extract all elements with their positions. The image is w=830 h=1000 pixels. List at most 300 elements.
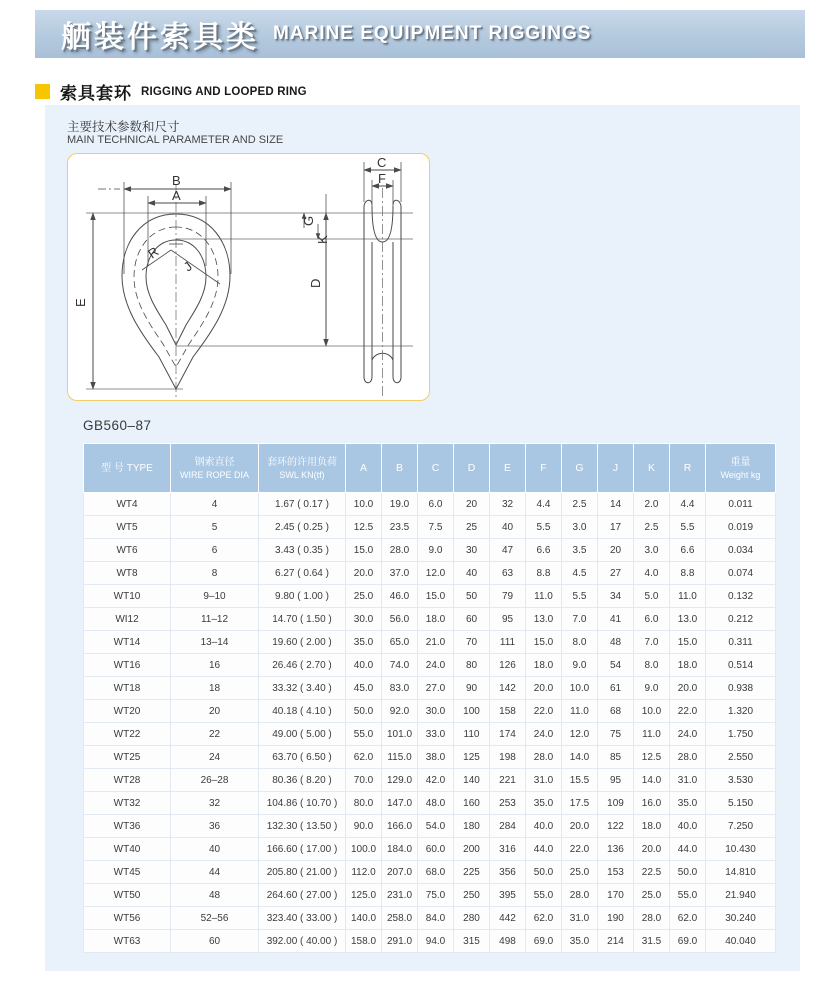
table-row xyxy=(84,700,776,723)
table-cell: 284 xyxy=(490,815,526,838)
table-cell: 62.0 xyxy=(670,907,706,930)
table-cell: 27 xyxy=(598,562,634,585)
table-cell: 95 xyxy=(598,769,634,792)
section-title-en: RIGGING AND LOOPED RING xyxy=(141,85,307,98)
dim-label-f: F xyxy=(378,171,386,186)
table-cell: 4.4 xyxy=(670,493,706,516)
table-cell: WT63 xyxy=(84,930,171,953)
table-cell: 16.0 xyxy=(634,792,670,815)
table-cell: 24.0 xyxy=(526,723,562,746)
table-cell: 30.0 xyxy=(346,608,382,631)
table-cell: 8 xyxy=(171,562,259,585)
table-cell: 35.0 xyxy=(562,930,598,953)
dim-label-k: K xyxy=(315,235,330,244)
table-cell: WT40 xyxy=(84,838,171,861)
table-cell: 100.0 xyxy=(346,838,382,861)
table-cell: 2.5 xyxy=(562,493,598,516)
table-cell: 12.0 xyxy=(562,723,598,746)
table-cell: 8.0 xyxy=(562,631,598,654)
table-cell: WT6 xyxy=(84,539,171,562)
dim-label-d: D xyxy=(308,278,323,288)
table-cell: 50.0 xyxy=(346,700,382,723)
table-cell: 160 xyxy=(454,792,490,815)
table-cell: 20.0 xyxy=(670,677,706,700)
spec-table-header xyxy=(84,444,776,493)
table-cell: 174 xyxy=(490,723,526,746)
table-cell: 8.8 xyxy=(526,562,562,585)
table-cell: 18.0 xyxy=(670,654,706,677)
table-cell: 28.0 xyxy=(382,539,418,562)
table-cell: WT50 xyxy=(84,884,171,907)
table-cell: 22.0 xyxy=(526,700,562,723)
table-cell: 31.5 xyxy=(634,930,670,953)
table-cell: 10.0 xyxy=(634,700,670,723)
column-header-j: J xyxy=(598,444,634,493)
table-cell: 22 xyxy=(171,723,259,746)
table-cell: 69.0 xyxy=(526,930,562,953)
table-cell: 18 xyxy=(171,677,259,700)
table-cell: 0.034 xyxy=(706,539,776,562)
table-cell: 41 xyxy=(598,608,634,631)
column-header-c: C xyxy=(418,444,454,493)
table-cell: 3.530 xyxy=(706,769,776,792)
table-cell: 40.0 xyxy=(346,654,382,677)
table-cell: 26–28 xyxy=(171,769,259,792)
table-cell: 1.750 xyxy=(706,723,776,746)
table-row xyxy=(84,654,776,677)
table-cell: 80.36 ( 8.20 ) xyxy=(259,769,346,792)
table-cell: 0.011 xyxy=(706,493,776,516)
table-cell: 40.040 xyxy=(706,930,776,953)
table-cell: 16 xyxy=(171,654,259,677)
table-cell: 0.938 xyxy=(706,677,776,700)
table-cell: 158 xyxy=(490,700,526,723)
dim-label-j: J xyxy=(180,258,195,275)
table-cell: 44 xyxy=(171,861,259,884)
table-cell: WT5 xyxy=(84,516,171,539)
table-cell: 48 xyxy=(171,884,259,907)
param-title-zh: 主要技术参数和尺寸 xyxy=(67,120,180,134)
table-cell: 79 xyxy=(490,585,526,608)
table-cell: 61 xyxy=(598,677,634,700)
table-cell: WT20 xyxy=(84,700,171,723)
table-cell: 2.5 xyxy=(634,516,670,539)
table-cell: 9–10 xyxy=(171,585,259,608)
diagram-box xyxy=(67,153,430,401)
table-cell: 3.43 ( 0.35 ) xyxy=(259,539,346,562)
dim-label-e: E xyxy=(73,298,88,307)
table-cell: 35.0 xyxy=(526,792,562,815)
table-cell: 1.320 xyxy=(706,700,776,723)
table-cell: 20.0 xyxy=(526,677,562,700)
table-cell: WT56 xyxy=(84,907,171,930)
table-cell: 32 xyxy=(171,792,259,815)
table-cell: 70.0 xyxy=(346,769,382,792)
table-cell: 10.0 xyxy=(346,493,382,516)
table-cell: 40 xyxy=(454,562,490,585)
table-cell: 5.5 xyxy=(562,585,598,608)
table-cell: 69.0 xyxy=(670,930,706,953)
table-cell: WT45 xyxy=(84,861,171,884)
table-cell: 14.0 xyxy=(634,769,670,792)
table-cell: 20.0 xyxy=(346,562,382,585)
table-row xyxy=(84,631,776,654)
table-cell: 166.60 ( 17.00 ) xyxy=(259,838,346,861)
table-cell: 47 xyxy=(490,539,526,562)
table-cell: WT32 xyxy=(84,792,171,815)
table-cell: 22.0 xyxy=(670,700,706,723)
table-cell: 24 xyxy=(171,746,259,769)
table-cell: WT8 xyxy=(84,562,171,585)
table-cell: 7.5 xyxy=(418,516,454,539)
table-cell: 180 xyxy=(454,815,490,838)
table-cell: 95 xyxy=(490,608,526,631)
table-cell: 18.0 xyxy=(526,654,562,677)
table-cell: 147.0 xyxy=(382,792,418,815)
dim-label-a: A xyxy=(172,188,181,203)
table-cell: 30 xyxy=(454,539,490,562)
table-cell: 200 xyxy=(454,838,490,861)
table-cell: 6.0 xyxy=(418,493,454,516)
table-cell: 44.0 xyxy=(526,838,562,861)
table-cell: 14 xyxy=(598,493,634,516)
table-cell: 15.0 xyxy=(346,539,382,562)
table-cell: 84.0 xyxy=(418,907,454,930)
table-cell: 11.0 xyxy=(634,723,670,746)
table-cell: 55.0 xyxy=(670,884,706,907)
table-cell: 280 xyxy=(454,907,490,930)
table-cell: 21.0 xyxy=(418,631,454,654)
table-cell: 3.5 xyxy=(562,539,598,562)
table-cell: 153 xyxy=(598,861,634,884)
table-cell: 3.0 xyxy=(634,539,670,562)
table-cell: 56.0 xyxy=(382,608,418,631)
table-cell: 19.0 xyxy=(382,493,418,516)
table-cell: 30.0 xyxy=(418,700,454,723)
table-row xyxy=(84,769,776,792)
table-cell: 25.0 xyxy=(634,884,670,907)
table-cell: 50.0 xyxy=(670,861,706,884)
table-cell: 40.0 xyxy=(526,815,562,838)
table-cell: 6 xyxy=(171,539,259,562)
table-cell: 5.5 xyxy=(526,516,562,539)
table-cell: 207.0 xyxy=(382,861,418,884)
table-cell: 214 xyxy=(598,930,634,953)
table-cell: 14.70 ( 1.50 ) xyxy=(259,608,346,631)
table-cell: 62.0 xyxy=(346,746,382,769)
table-cell: 205.80 ( 21.00 ) xyxy=(259,861,346,884)
table-cell: 42.0 xyxy=(418,769,454,792)
table-cell: 37.0 xyxy=(382,562,418,585)
table-row xyxy=(84,608,776,631)
table-cell: 11–12 xyxy=(171,608,259,631)
table-row xyxy=(84,746,776,769)
section-title-zh: 索具套环 xyxy=(60,84,132,103)
table-cell: 21.940 xyxy=(706,884,776,907)
table-cell: 323.40 ( 33.00 ) xyxy=(259,907,346,930)
table-cell: 60 xyxy=(171,930,259,953)
table-cell: 2.550 xyxy=(706,746,776,769)
table-cell: WT16 xyxy=(84,654,171,677)
table-cell: 5.5 xyxy=(670,516,706,539)
table-cell: 6.27 ( 0.64 ) xyxy=(259,562,346,585)
section-bullet-icon xyxy=(35,84,50,99)
column-header-f: F xyxy=(526,444,562,493)
table-cell: 34 xyxy=(598,585,634,608)
table-cell: 28.0 xyxy=(526,746,562,769)
table-cell: 62.0 xyxy=(526,907,562,930)
table-cell: 15.0 xyxy=(670,631,706,654)
table-cell: 11.0 xyxy=(526,585,562,608)
table-cell: 63 xyxy=(490,562,526,585)
table-cell: 20 xyxy=(454,493,490,516)
table-cell: 11.0 xyxy=(670,585,706,608)
table-cell: 40 xyxy=(490,516,526,539)
table-cell: 45.0 xyxy=(346,677,382,700)
table-cell: 253 xyxy=(490,792,526,815)
table-row xyxy=(84,562,776,585)
table-cell: 112.0 xyxy=(346,861,382,884)
table-cell: 315 xyxy=(454,930,490,953)
table-row xyxy=(84,815,776,838)
table-cell: 101.0 xyxy=(382,723,418,746)
table-cell: 28.0 xyxy=(670,746,706,769)
table-cell: 4 xyxy=(171,493,259,516)
table-cell: 20 xyxy=(598,539,634,562)
table-cell: 13.0 xyxy=(526,608,562,631)
table-cell: 225 xyxy=(454,861,490,884)
table-cell: 4.4 xyxy=(526,493,562,516)
table-cell: 166.0 xyxy=(382,815,418,838)
table-cell: WI12 xyxy=(84,608,171,631)
table-cell: WT28 xyxy=(84,769,171,792)
table-cell: 6.0 xyxy=(634,608,670,631)
table-cell: 4.5 xyxy=(562,562,598,585)
table-cell: 38.0 xyxy=(418,746,454,769)
table-cell: WT18 xyxy=(84,677,171,700)
dim-label-r: R xyxy=(145,243,162,262)
table-cell: 0.311 xyxy=(706,631,776,654)
dim-label-b: B xyxy=(172,173,181,188)
table-cell: 50.0 xyxy=(526,861,562,884)
table-cell: 231.0 xyxy=(382,884,418,907)
table-cell: 32 xyxy=(490,493,526,516)
standard-code: GB560–87 xyxy=(83,418,152,433)
table-row xyxy=(84,907,776,930)
table-cell: 142 xyxy=(490,677,526,700)
table-cell: 14.810 xyxy=(706,861,776,884)
table-cell: 24.0 xyxy=(418,654,454,677)
table-cell: 8.0 xyxy=(634,654,670,677)
table-cell: 90.0 xyxy=(346,815,382,838)
column-header-1: 钢索直径 WIRE ROPE DIA xyxy=(171,444,259,493)
table-cell: 126 xyxy=(490,654,526,677)
table-cell: 10.0 xyxy=(562,677,598,700)
table-cell: 70 xyxy=(454,631,490,654)
table-cell: 2.45 ( 0.25 ) xyxy=(259,516,346,539)
table-row xyxy=(84,723,776,746)
table-cell: 184.0 xyxy=(382,838,418,861)
section-heading xyxy=(35,79,307,104)
table-cell: 28.0 xyxy=(562,884,598,907)
table-cell: 33.0 xyxy=(418,723,454,746)
table-cell: 109 xyxy=(598,792,634,815)
content-panel xyxy=(45,105,800,971)
table-cell: 63.70 ( 6.50 ) xyxy=(259,746,346,769)
table-cell: 28.0 xyxy=(634,907,670,930)
table-cell: 35.0 xyxy=(346,631,382,654)
table-cell: 25.0 xyxy=(346,585,382,608)
table-cell: 75.0 xyxy=(418,884,454,907)
table-cell: 15.0 xyxy=(526,631,562,654)
table-cell: 25 xyxy=(454,516,490,539)
table-cell: 498 xyxy=(490,930,526,953)
table-cell: 395 xyxy=(490,884,526,907)
table-cell: 100 xyxy=(454,700,490,723)
table-cell: 7.250 xyxy=(706,815,776,838)
thimble-technical-drawing xyxy=(68,154,429,400)
table-cell: 54 xyxy=(598,654,634,677)
table-cell: 140 xyxy=(454,769,490,792)
table-cell: 68.0 xyxy=(418,861,454,884)
table-cell: 52–56 xyxy=(171,907,259,930)
banner-title-zh: 舾装件索具类 xyxy=(61,21,259,54)
table-cell: 170 xyxy=(598,884,634,907)
banner-title-en: MARINE EQUIPMENT RIGGINGS xyxy=(273,23,592,44)
table-cell: 125 xyxy=(454,746,490,769)
table-cell: 129.0 xyxy=(382,769,418,792)
table-cell: 158.0 xyxy=(346,930,382,953)
table-cell: 264.60 ( 27.00 ) xyxy=(259,884,346,907)
column-header-0: 型 号 TYPE xyxy=(84,444,171,493)
table-cell: 13–14 xyxy=(171,631,259,654)
table-cell: 258.0 xyxy=(382,907,418,930)
table-cell: 17.5 xyxy=(562,792,598,815)
table-cell: 0.019 xyxy=(706,516,776,539)
table-cell: WT10 xyxy=(84,585,171,608)
table-cell: 132.30 ( 13.50 ) xyxy=(259,815,346,838)
table-cell: WT14 xyxy=(84,631,171,654)
table-cell: 5.0 xyxy=(634,585,670,608)
table-cell: 7.0 xyxy=(562,608,598,631)
table-cell: 65.0 xyxy=(382,631,418,654)
table-cell: 9.0 xyxy=(634,677,670,700)
table-row xyxy=(84,493,776,516)
table-cell: 110 xyxy=(454,723,490,746)
table-cell: 44.0 xyxy=(670,838,706,861)
table-cell: 35.0 xyxy=(670,792,706,815)
table-cell: 17 xyxy=(598,516,634,539)
table-cell: 9.0 xyxy=(562,654,598,677)
table-row xyxy=(84,585,776,608)
spec-table xyxy=(83,443,776,953)
table-cell: 50 xyxy=(454,585,490,608)
table-cell: 40.18 ( 4.10 ) xyxy=(259,700,346,723)
table-cell: 31.0 xyxy=(526,769,562,792)
table-row xyxy=(84,539,776,562)
table-cell: 20.0 xyxy=(634,838,670,861)
table-cell: 11.0 xyxy=(562,700,598,723)
table-cell: 23.5 xyxy=(382,516,418,539)
table-cell: 122 xyxy=(598,815,634,838)
table-cell: 85 xyxy=(598,746,634,769)
column-header-e: E xyxy=(490,444,526,493)
table-cell: 4.0 xyxy=(634,562,670,585)
column-header-g: G xyxy=(562,444,598,493)
table-cell: 6.6 xyxy=(670,539,706,562)
table-cell: 15.5 xyxy=(562,769,598,792)
table-cell: 442 xyxy=(490,907,526,930)
table-cell: 5 xyxy=(171,516,259,539)
table-cell: 22.0 xyxy=(562,838,598,861)
table-cell: 2.0 xyxy=(634,493,670,516)
table-cell: 33.32 ( 3.40 ) xyxy=(259,677,346,700)
column-header-a: A xyxy=(346,444,382,493)
dim-label-c: C xyxy=(377,155,387,170)
table-cell: 55.0 xyxy=(526,884,562,907)
table-cell: 221 xyxy=(490,769,526,792)
table-cell: 18.0 xyxy=(418,608,454,631)
page-banner xyxy=(35,10,805,58)
table-cell: 20.0 xyxy=(562,815,598,838)
table-cell: 31.0 xyxy=(670,769,706,792)
table-cell: 12.0 xyxy=(418,562,454,585)
table-cell: 0.212 xyxy=(706,608,776,631)
table-cell: 12.5 xyxy=(346,516,382,539)
table-row xyxy=(84,884,776,907)
table-cell: 8.8 xyxy=(670,562,706,585)
table-cell: 48 xyxy=(598,631,634,654)
table-cell: 40 xyxy=(171,838,259,861)
table-cell: 49.00 ( 5.00 ) xyxy=(259,723,346,746)
table-cell: 15.0 xyxy=(418,585,454,608)
table-cell: 26.46 ( 2.70 ) xyxy=(259,654,346,677)
table-cell: 316 xyxy=(490,838,526,861)
table-cell: 25.0 xyxy=(562,861,598,884)
table-cell: 12.5 xyxy=(634,746,670,769)
table-cell: 250 xyxy=(454,884,490,907)
table-cell: 83.0 xyxy=(382,677,418,700)
table-cell: 392.00 ( 40.00 ) xyxy=(259,930,346,953)
table-row xyxy=(84,677,776,700)
table-cell: 55.0 xyxy=(346,723,382,746)
table-row xyxy=(84,838,776,861)
table-cell: 3.0 xyxy=(562,516,598,539)
table-cell: 18.0 xyxy=(634,815,670,838)
table-cell: 80.0 xyxy=(346,792,382,815)
table-cell: 90 xyxy=(454,677,490,700)
table-cell: 80 xyxy=(454,654,490,677)
table-cell: WT25 xyxy=(84,746,171,769)
table-cell: 94.0 xyxy=(418,930,454,953)
table-cell: 111 xyxy=(490,631,526,654)
table-cell: 6.6 xyxy=(526,539,562,562)
table-cell: 24.0 xyxy=(670,723,706,746)
table-cell: 60.0 xyxy=(418,838,454,861)
table-cell: 31.0 xyxy=(562,907,598,930)
table-cell: 13.0 xyxy=(670,608,706,631)
table-cell: WT4 xyxy=(84,493,171,516)
table-cell: 125.0 xyxy=(346,884,382,907)
table-cell: 1.67 ( 0.17 ) xyxy=(259,493,346,516)
column-header-b: B xyxy=(382,444,418,493)
table-cell: 104.86 ( 10.70 ) xyxy=(259,792,346,815)
table-cell: 136 xyxy=(598,838,634,861)
table-cell: 40.0 xyxy=(670,815,706,838)
table-row xyxy=(84,861,776,884)
table-cell: 19.60 ( 2.00 ) xyxy=(259,631,346,654)
table-cell: WT36 xyxy=(84,815,171,838)
